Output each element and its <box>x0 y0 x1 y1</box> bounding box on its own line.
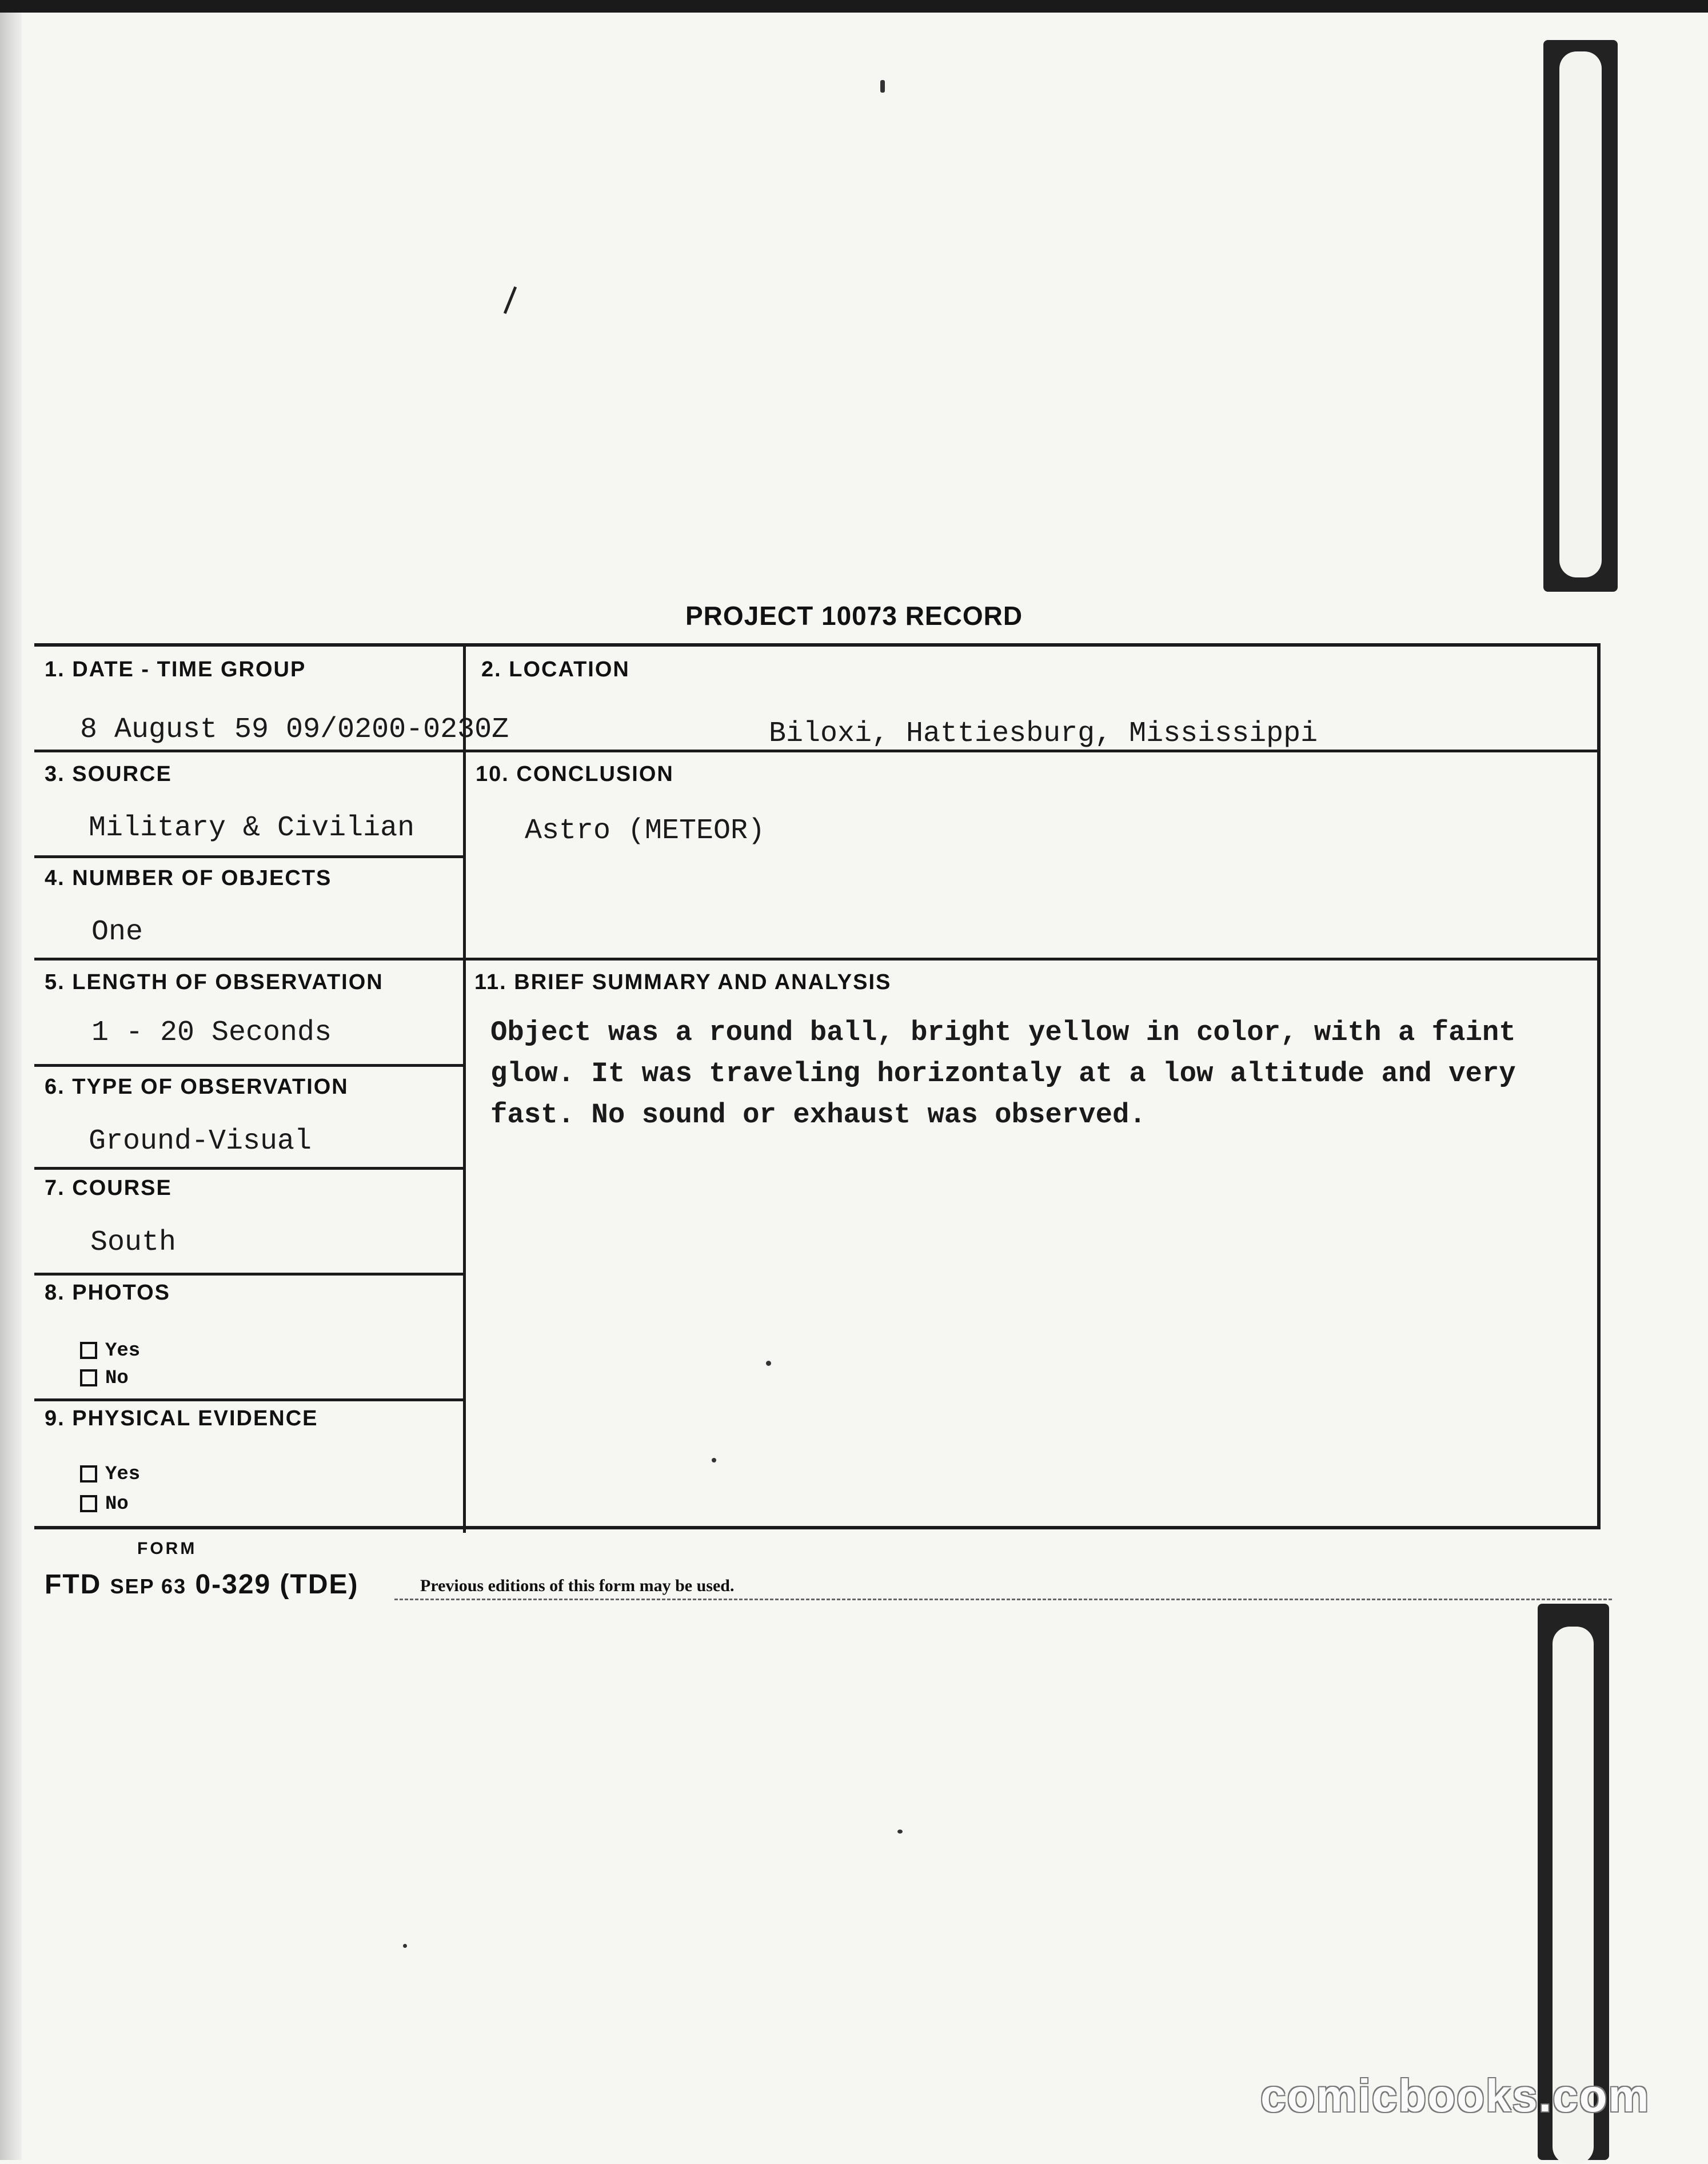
form-title: PROJECT 10073 RECORD <box>685 601 1023 631</box>
form-number: 0-329 (TDE) <box>195 1569 359 1600</box>
source-value: Military & Civilian <box>89 812 415 844</box>
physical-evidence-no-checkbox: No <box>80 1493 129 1515</box>
summary-label: 11. BRIEF SUMMARY AND ANALYSIS <box>474 970 892 994</box>
date-time-group-label: 1. DATE - TIME GROUP <box>45 657 306 682</box>
speck <box>403 1944 407 1948</box>
checkbox-icon <box>80 1495 97 1512</box>
location-value: Biloxi, Hattiesburg, Mississippi <box>769 718 1318 750</box>
photos-no-checkbox: No <box>80 1368 129 1389</box>
location-label: 2. LOCATION <box>481 657 630 682</box>
divider <box>34 1273 463 1276</box>
summary-text: Object was a round ball, bright yellow in color, with a faint glow. It was traveling horizontaly at a low altitude and very fast. No sound or exhaust was observed. <box>490 1017 1516 1131</box>
watermark: comicbooks.com <box>1260 2070 1650 2121</box>
conclusion-value: Astro (METEOR) <box>525 815 765 847</box>
source-label: 3. SOURCE <box>45 762 172 786</box>
scan-top-edge <box>0 0 1708 13</box>
photos-label: 8. PHOTOS <box>45 1281 171 1305</box>
checkbox-icon <box>80 1342 97 1359</box>
conclusion-label: 10. CONCLUSION <box>476 762 674 786</box>
number-of-objects-value: One <box>91 916 143 949</box>
divider <box>34 855 463 858</box>
footer-note: Previous editions of this form may be used. <box>420 1576 735 1595</box>
divider <box>34 1167 463 1170</box>
pencil-tick-mark <box>504 286 517 314</box>
divider <box>34 1398 463 1401</box>
type-of-observation-value: Ground-Visual <box>89 1125 312 1158</box>
course-value: South <box>90 1226 177 1259</box>
divider <box>34 750 463 752</box>
course-label: 7. COURSE <box>45 1176 172 1200</box>
type-of-observation-label: 6. TYPE OF OBSERVATION <box>45 1075 349 1099</box>
footer-form-id <box>45 1569 359 1600</box>
date-time-group-value: 8 August 59 09/0200-0230Z <box>80 714 509 746</box>
checkbox-icon <box>80 1465 97 1482</box>
divider <box>34 1064 463 1067</box>
speck <box>897 1830 903 1834</box>
form-date: SEP 63 <box>110 1575 187 1598</box>
column-divider <box>463 647 466 1533</box>
checkbox-icon <box>80 1369 97 1386</box>
footer-form-word: FORM <box>137 1539 197 1558</box>
form-id: FTD <box>45 1569 102 1600</box>
length-of-observation-value: 1 - 20 Seconds <box>91 1017 332 1049</box>
footer-rule <box>394 1599 1612 1600</box>
physical-evidence-yes-checkbox: Yes <box>80 1464 140 1485</box>
divider <box>34 958 1601 961</box>
speck <box>880 80 885 93</box>
number-of-objects-label: 4. NUMBER OF OBJECTS <box>45 866 332 890</box>
scan-left-edge <box>0 13 22 2160</box>
physical-evidence-label: 9. PHYSICAL EVIDENCE <box>45 1406 318 1430</box>
length-of-observation-label: 5. LENGTH OF OBSERVATION <box>45 970 384 994</box>
photos-yes-checkbox: Yes <box>80 1340 140 1362</box>
binder-clip-top <box>1543 40 1618 592</box>
